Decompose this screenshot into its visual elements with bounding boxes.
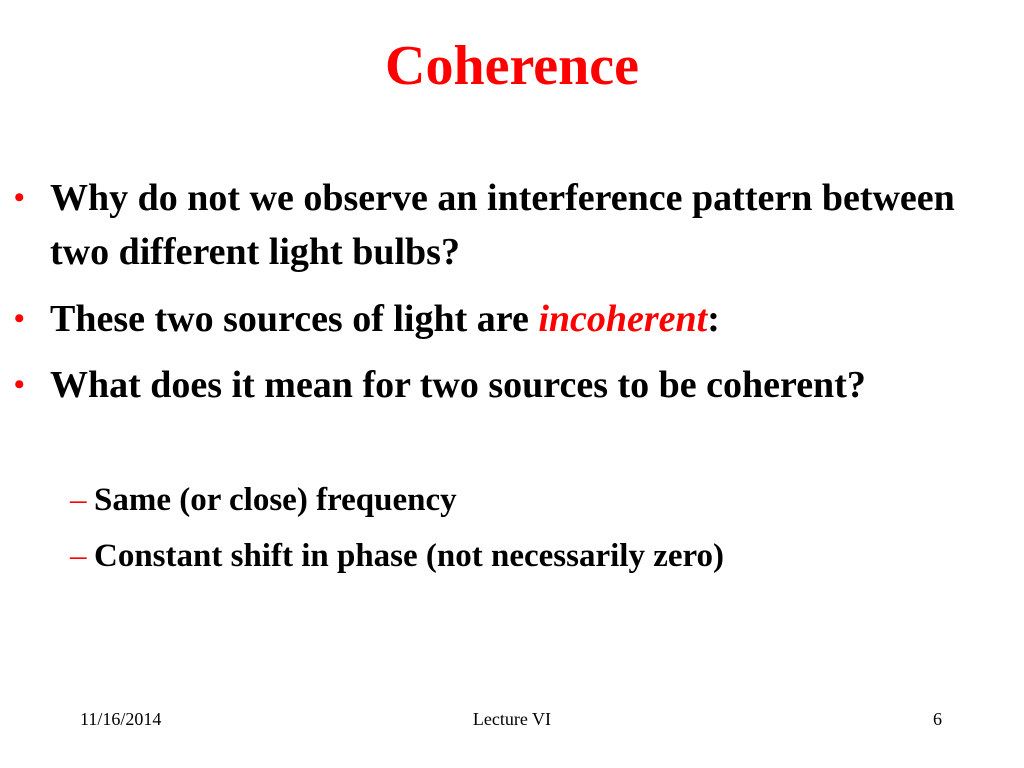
bullet-marker: • <box>14 302 25 335</box>
bullet-marker: • <box>14 368 25 401</box>
dash-marker: – <box>70 538 87 574</box>
footer-title: Lecture VI <box>472 709 552 729</box>
dash-marker: – <box>70 482 87 518</box>
bullet-item <box>14 171 980 279</box>
bullet-text: What does it mean for two sources to be coherent? <box>50 364 866 406</box>
sub-bullet-text: Constant shift in phase (not necessarily zero) <box>94 538 725 574</box>
sub-bullet-text: Same (or close) frequency <box>94 482 457 518</box>
bullet-item <box>14 358 980 412</box>
bullet-marker: • <box>14 181 25 214</box>
emphasis-text: incoherent <box>538 298 708 340</box>
sub-bullet-item <box>70 478 994 522</box>
sub-bullet-item <box>70 534 994 578</box>
slide-title: Coherence <box>385 35 639 97</box>
bullet-text: These two sources of light are <box>50 298 539 340</box>
bullet-item <box>14 292 980 346</box>
footer-date: 11/16/2014 <box>80 709 162 729</box>
page-number: 6 <box>933 709 942 729</box>
bullet-text: Why do not we observe an interference pattern between two different light bulbs? <box>50 177 955 273</box>
bullet-text-suffix: : <box>707 298 720 340</box>
